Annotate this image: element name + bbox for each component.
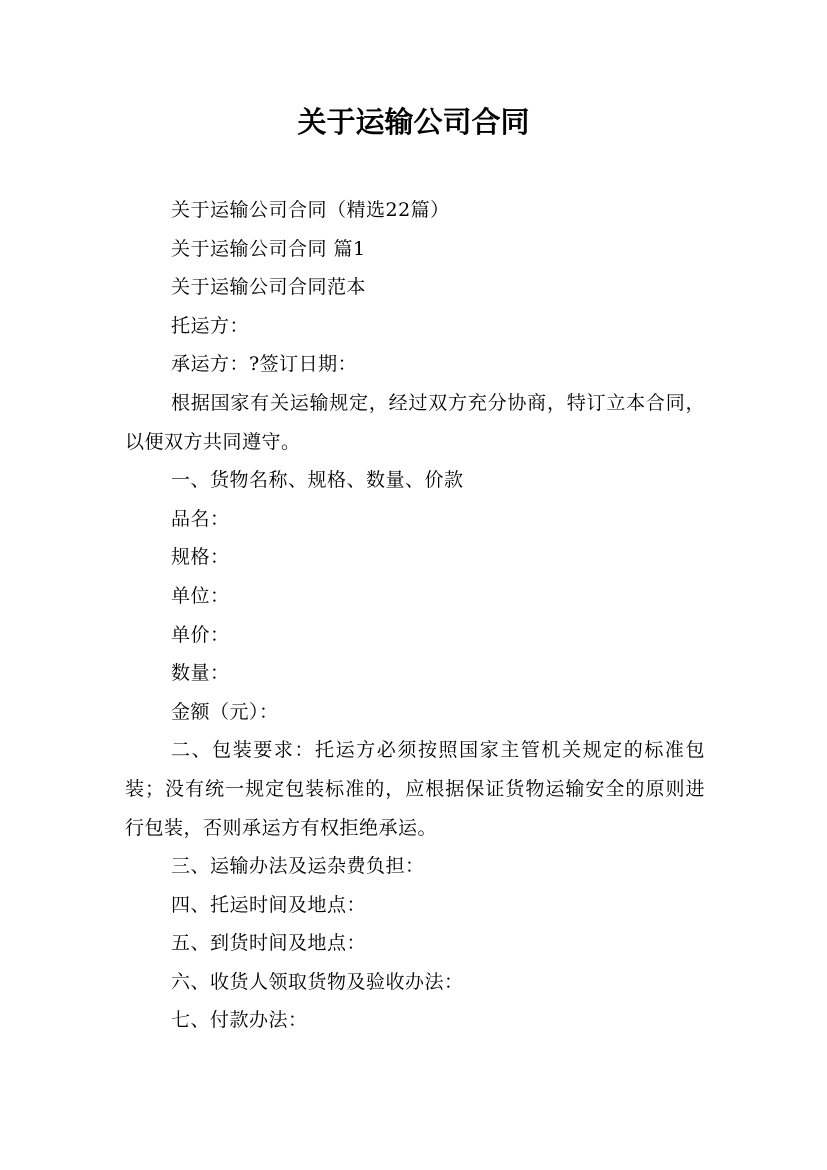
paragraph-item-name: 品名： [171,507,230,530]
document-title: 关于运输公司合同 [297,105,530,139]
paragraph-item-unit: 单位： [171,584,230,607]
paragraph-clause-3: 三、运输办法及运杂费负担： [171,855,425,878]
paragraph-subtitle: 关于运输公司合同（精选22篇） [171,199,450,221]
paragraph-section-heading: 关于运输公司合同 篇1 [171,237,366,260]
paragraph-clause-7: 七、付款办法： [171,1009,308,1032]
paragraph-clause-4: 四、托运时间及地点： [171,893,367,916]
paragraph-item-price: 单价： [171,623,230,646]
paragraph-item-quantity: 数量： [171,662,230,685]
paragraph-clause-6: 六、收货人领取货物及验收办法： [171,970,464,993]
paragraph-shipper: 托运方： [171,314,250,337]
paragraph-item-spec: 规格： [171,546,230,569]
paragraph-template-title: 关于运输公司合同范本 [171,276,367,299]
paragraph-clause-1: 一、货物名称、规格、数量、价款 [171,469,464,492]
paragraph-clause-2: 二、包装要求：托运方必须按照国家主管机关规定的标准包装；没有统一规定包装标准的，应根据保证货物运输安全的原则进行包装，否则承运方有权拒绝承运。 [125,739,705,839]
document-body [125,191,705,1040]
paragraph-carrier-date: 承运方：?签订日期： [171,353,358,376]
paragraph-preamble: 根据国家有关运输规定，经过双方充分协商，特订立本合同，以便双方共同遵守。 [125,391,705,453]
paragraph-item-amount: 金额（元）： [171,700,279,723]
paragraph-clause-5: 五、到货时间及地点： [171,932,367,955]
